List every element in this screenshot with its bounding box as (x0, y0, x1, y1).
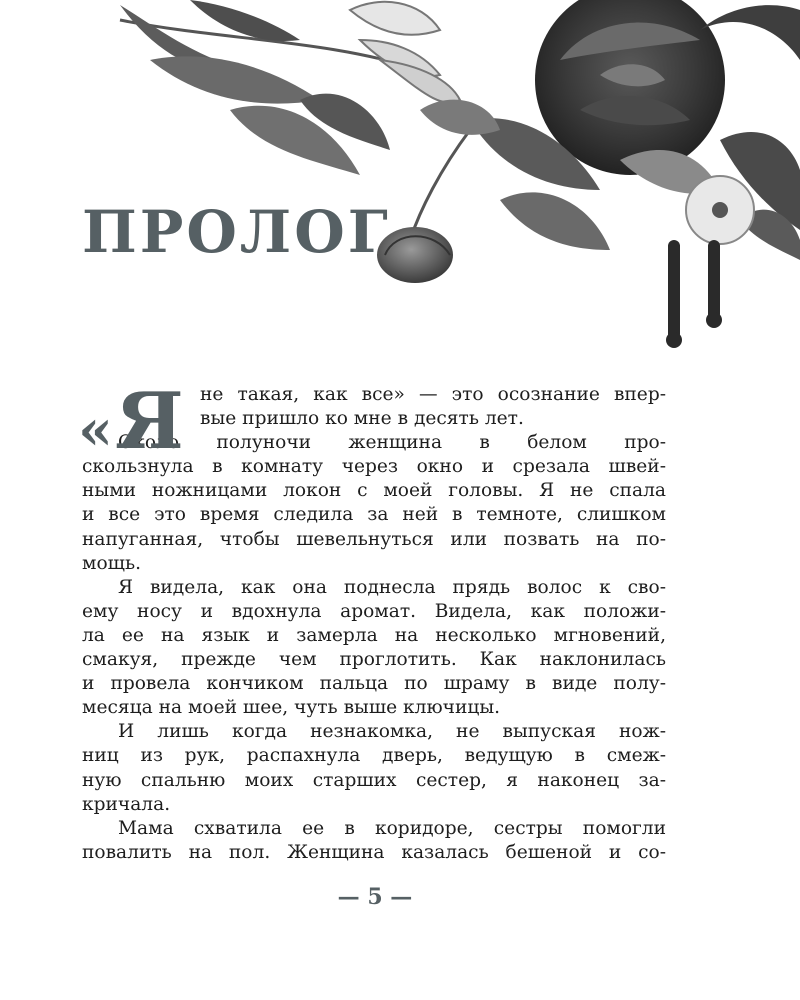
paragraph (82, 720, 666, 816)
floral-illustration (0, 0, 800, 360)
text-line: мощь. (82, 552, 141, 574)
text-line: Я видела, как она поднесла прядь волос к сво- (118, 576, 666, 598)
text-line: месяца на моей шее, чуть выше ключицы. (82, 697, 501, 719)
opening-quote: « (78, 397, 113, 463)
text-line: Около полуночи женщина в белом про- (118, 432, 666, 454)
drop-cap-letter: Я (115, 376, 184, 467)
text-line: и все это время следила за ней в темноте, слишком (82, 504, 666, 526)
text-line: повалить на пол. Женщина казалась бешеной и со- (82, 841, 666, 863)
text-line: не такая, как все» — это осознание впер- (200, 384, 666, 405)
text-line: ными ножницами локон с моей головы. Я не спала (82, 480, 666, 502)
text-line: И лишь когда незнакомка, не выпуская нож- (118, 721, 666, 743)
text-line: ную спальню моих старших сестер, я наконец за- (82, 769, 666, 791)
text-line: напуганная, чтобы шевельнуться или позвать на по- (82, 528, 666, 550)
text-line: ла ее на язык и замерла на несколько мгновений, (82, 624, 666, 646)
text-line: вые пришло ко мне в десять лет. (200, 408, 524, 430)
text-line: смакуя, прежде чем проглотить. Как наклонилась (82, 649, 666, 671)
paragraph (82, 576, 666, 721)
text-line: кричала. (82, 793, 171, 815)
text-line: ему носу и вдохнула аромат. Видела, как положи- (82, 600, 666, 622)
page-number: — 5 — (337, 884, 413, 910)
chapter-title: ПРОЛОГ (82, 198, 391, 266)
text-line: и провела кончиком пальца по шраму в виде полу- (82, 673, 666, 695)
drop-cap (78, 376, 184, 469)
text-line: скользнула в комнату через окно и срезала швей- (82, 456, 666, 478)
text-line: ниц из рук, распахнула дверь, ведущую в смеж- (82, 745, 666, 767)
chapter-text (78, 376, 666, 865)
paragraph (82, 817, 666, 865)
text-line: Мама схватила ее в коридоре, сестры помогли (118, 817, 666, 839)
